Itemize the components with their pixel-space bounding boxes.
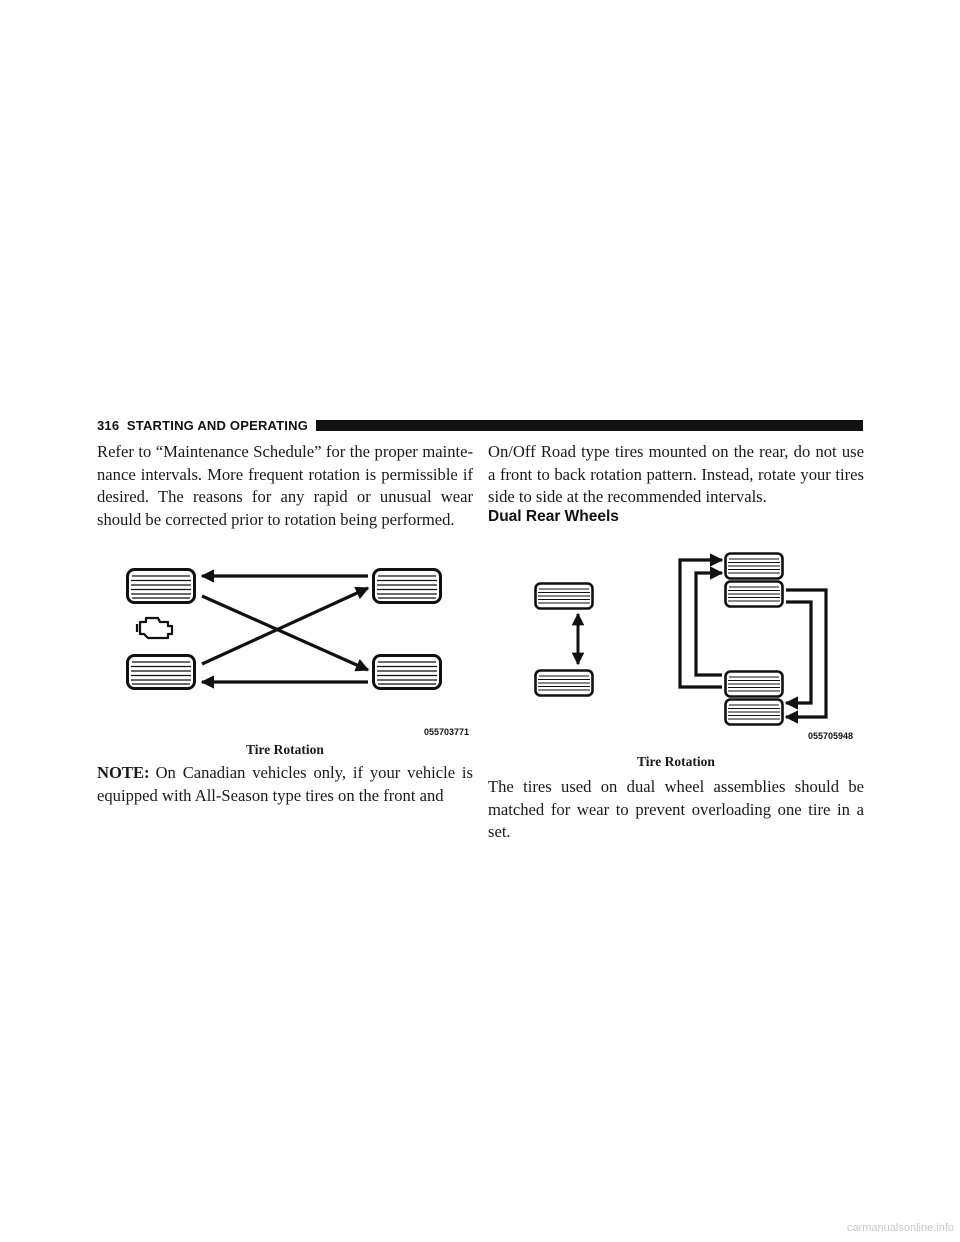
maintenance-paragraph: Refer to “Maintenance Schedule” for the proper mainte-nance intervals. More frequent rotation is permissible if desired. The reasons for any rapid or unusual wear should be corrected prior to rotation being performed. [97,442,473,529]
figure-caption-1: Tire Rotation [246,742,324,757]
arrow-left-front-to-right-rear [202,596,368,670]
note-text: On Canadian vehicles only, if your vehicle is equipped with All-Season type tires on the front and [97,763,473,805]
arrow-top-outer-to-bottom-outer [786,590,826,717]
watermark: carmanualsonline.info [846,1222,954,1234]
tire-rear-bottom-inner [726,672,783,697]
arrow-bottom-inner-to-top-outer [680,560,722,687]
tire-front-bottom [536,671,593,696]
tire-rear-right [374,656,441,689]
tire-rear-left [128,656,195,689]
figure-caption-2: Tire Rotation [637,754,715,769]
tire-rear-top-outer [726,554,783,579]
figure-code-1: 055703771 [424,727,470,737]
page-number: 316 [97,417,120,433]
section-heading-dual-rear-wheels: Dual Rear Wheels [488,508,619,525]
header-rule [316,420,863,431]
page-header [97,418,863,432]
arrow-bottom-inner-to-top-inner [696,573,722,675]
section-title: STARTING AND OPERATING [126,417,309,433]
tire-rear-top-inner [726,582,783,607]
tire-rear-bottom-outer [726,700,783,725]
tire-front-top [536,584,593,609]
engine-icon [137,618,172,638]
tire-rotation-diagram-four-wheel [118,560,458,700]
figure-code-2: 055705948 [808,731,854,741]
note-paragraph [97,762,473,807]
arrow-top-inner-to-bottom-outer [786,602,811,703]
rotation-pattern-paragraph: On/Off Road type tires mounted on the rear, do not use a front to back rotation pattern. Instead, rotate your tires side to side at the recommended intervals. [488,442,864,507]
tire-rotation-diagram-dual-rear [528,548,868,728]
dual-wheel-paragraph: The tires used on dual wheel assemblies should be matched for wear to prevent overloading one tire in a set. [488,777,864,842]
tire-front-right [374,570,441,603]
arrow-left-rear-to-right-front [202,588,368,664]
tire-front-left [128,570,195,603]
note-label: NOTE: [97,763,150,782]
page-header-label [97,418,316,433]
